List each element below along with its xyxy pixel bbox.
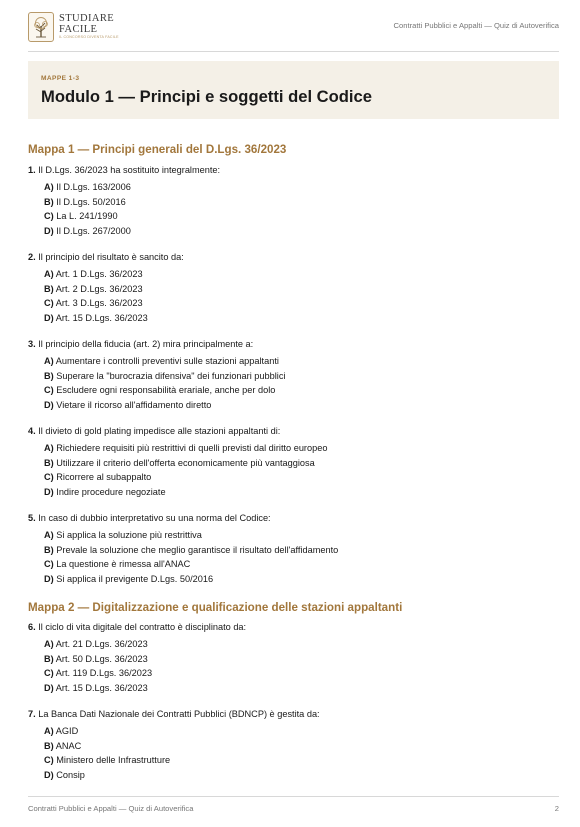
option-letter: C) xyxy=(44,472,54,482)
option-letter: D) xyxy=(44,682,54,693)
module-banner xyxy=(28,61,559,119)
answer-option xyxy=(28,724,559,739)
page-number: 2 xyxy=(554,804,559,813)
answer-option xyxy=(28,180,559,195)
question-number: 6. xyxy=(28,622,36,632)
answer-option xyxy=(28,267,559,282)
answer-option xyxy=(28,209,559,224)
option-text: Art. 50 D.Lgs. 36/2023 xyxy=(55,653,148,664)
question-text xyxy=(28,251,559,264)
option-letter: A) xyxy=(44,269,54,279)
answer-option xyxy=(28,195,559,210)
answer-option xyxy=(28,528,559,543)
question-text xyxy=(28,425,559,438)
answer-option xyxy=(28,681,559,696)
option-text: Prevale la soluzione che meglio garantisce il risultato dell'affidamento xyxy=(56,544,339,555)
answer-option xyxy=(28,572,559,587)
tree-logo-icon xyxy=(28,12,54,42)
answer-option xyxy=(28,441,559,456)
option-letter: B) xyxy=(44,544,54,555)
option-text: Art. 21 D.Lgs. 36/2023 xyxy=(55,639,148,649)
option-text: Ministero delle Infrastrutture xyxy=(56,755,171,765)
option-text: Art. 15 D.Lgs. 36/2023 xyxy=(55,312,148,323)
option-letter: C) xyxy=(44,385,54,395)
question-text xyxy=(28,621,559,634)
option-text: Si applica il previgente D.Lgs. 50/2016 xyxy=(56,573,214,584)
option-text: Utilizzare il criterio dell'offerta economicamente più vantaggiosa xyxy=(56,457,315,468)
option-text: Art. 3 D.Lgs. 36/2023 xyxy=(55,298,143,308)
option-text: AGID xyxy=(55,726,79,736)
answer-option xyxy=(28,224,559,239)
option-text: Il D.Lgs. 267/2000 xyxy=(56,225,131,236)
option-letter: D) xyxy=(44,573,54,584)
option-letter: A) xyxy=(44,356,54,366)
answer-option xyxy=(28,470,559,485)
question-text xyxy=(28,512,559,525)
option-letter: D) xyxy=(44,399,54,410)
option-text: Il D.Lgs. 163/2006 xyxy=(56,182,131,192)
module-code: MAPPE 1-3 xyxy=(41,75,80,82)
question-1 xyxy=(28,164,559,238)
option-letter: D) xyxy=(44,312,54,323)
question-text xyxy=(28,164,559,177)
answer-option xyxy=(28,282,559,297)
answer-option xyxy=(28,383,559,398)
section-title: Mappa 1 — Principi generali del D.Lgs. 36/2023 xyxy=(28,143,287,156)
quiz-content xyxy=(28,142,559,795)
question-6 xyxy=(28,621,559,695)
option-letter: C) xyxy=(44,211,54,221)
answer-option xyxy=(28,557,559,572)
question-number: 2. xyxy=(28,252,36,262)
answer-option xyxy=(28,768,559,783)
question-4 xyxy=(28,425,559,499)
answer-option xyxy=(28,311,559,326)
question-body: Il divieto di gold plating impedisce alle stazioni appaltanti di: xyxy=(38,426,281,436)
answer-option xyxy=(28,637,559,652)
question-number: 3. xyxy=(28,339,36,349)
option-letter: B) xyxy=(44,740,54,751)
option-text: Art. 15 D.Lgs. 36/2023 xyxy=(55,682,148,693)
option-text: Indire procedure negoziate xyxy=(56,486,166,497)
answer-option xyxy=(28,753,559,768)
logo xyxy=(28,12,119,42)
option-text: Il D.Lgs. 50/2016 xyxy=(56,196,126,207)
question-number: 4. xyxy=(28,426,36,436)
question-body: Il principio del risultato è sancito da: xyxy=(38,252,184,262)
option-text: Richiedere requisiti più restrittivi di quelli previsti dal diritto europeo xyxy=(56,443,328,453)
option-letter: B) xyxy=(44,370,54,381)
option-letter: D) xyxy=(44,225,54,236)
question-body: In caso di dubbio interpretativo su una norma del Codice: xyxy=(38,513,271,523)
question-3 xyxy=(28,338,559,412)
option-letter: B) xyxy=(44,283,54,294)
question-text xyxy=(28,338,559,351)
header-divider xyxy=(28,51,559,52)
option-letter: B) xyxy=(44,653,54,664)
question-7 xyxy=(28,708,559,782)
answer-option xyxy=(28,369,559,384)
answer-option xyxy=(28,456,559,471)
option-text: Art. 119 D.Lgs. 36/2023 xyxy=(55,668,153,678)
option-letter: C) xyxy=(44,755,54,765)
footer-title: Contratti Pubblici e Appalti — Quiz di Autoverifica xyxy=(28,804,194,813)
option-letter: D) xyxy=(44,486,54,497)
option-text: La L. 241/1990 xyxy=(56,211,118,221)
answer-option xyxy=(28,354,559,369)
question-number: 5. xyxy=(28,513,36,523)
running-head: Contratti Pubblici e Appalti — Quiz di Autoverifica xyxy=(393,21,559,30)
answer-option xyxy=(28,398,559,413)
question-body: Il ciclo di vita digitale del contratto è disciplinato da: xyxy=(38,622,247,632)
question-body: Il D.Lgs. 36/2023 ha sostituito integralmente: xyxy=(38,165,221,175)
page-header xyxy=(28,12,559,48)
option-text: Superare la "burocrazia difensiva" dei funzionari pubblici xyxy=(56,370,286,381)
option-text: Consip xyxy=(56,769,85,780)
option-letter: D) xyxy=(44,769,54,780)
logo-name-line-2: FACILE xyxy=(59,23,98,35)
answer-option xyxy=(28,485,559,500)
option-letter: C) xyxy=(44,668,54,678)
option-letter: A) xyxy=(44,530,54,540)
option-text: Art. 2 D.Lgs. 36/2023 xyxy=(55,283,143,294)
answer-option xyxy=(28,652,559,667)
section-title: Mappa 2 — Digitalizzazione e qualificazione delle stazioni appaltanti xyxy=(28,601,403,614)
question-5 xyxy=(28,512,559,586)
option-text: Aumentare i controlli preventivi sulle stazioni appaltanti xyxy=(55,356,279,366)
logo-name-line-1: STUDIARE xyxy=(59,13,115,25)
option-text: La questione è rimessa all'ANAC xyxy=(56,559,191,569)
answer-option xyxy=(28,543,559,558)
question-body: La Banca Dati Nazionale dei Contratti Pubblici (BDNCP) è gestita da: xyxy=(38,709,320,719)
answer-option xyxy=(28,739,559,754)
option-text: Escludere ogni responsabilità erariale, anche per dolo xyxy=(56,385,276,395)
footer-divider xyxy=(28,796,559,797)
option-letter: A) xyxy=(44,639,54,649)
question-2 xyxy=(28,251,559,325)
question-number: 7. xyxy=(28,709,36,719)
answer-option xyxy=(28,296,559,311)
module-title: Modulo 1 — Principi e soggetti del Codice xyxy=(41,87,372,106)
option-text: Si applica la soluzione più restrittiva xyxy=(56,530,202,540)
answer-option xyxy=(28,666,559,681)
option-letter: A) xyxy=(44,182,54,192)
question-text xyxy=(28,708,559,721)
option-letter: A) xyxy=(44,443,54,453)
option-letter: C) xyxy=(44,559,54,569)
option-letter: C) xyxy=(44,298,54,308)
option-text: Ricorrere al subappalto xyxy=(56,472,152,482)
option-letter: B) xyxy=(44,457,54,468)
option-letter: A) xyxy=(44,726,54,736)
option-text: Vietare il ricorso all'affidamento diretto xyxy=(56,399,212,410)
question-number: 1. xyxy=(28,165,36,175)
option-letter: B) xyxy=(44,196,54,207)
logo-tagline: IL CONCORSO DIVENTA FACILE xyxy=(59,35,119,40)
question-body: Il principio della fiducia (art. 2) mira principalmente a: xyxy=(38,339,254,349)
option-text: Art. 1 D.Lgs. 36/2023 xyxy=(55,269,143,279)
option-text: ANAC xyxy=(55,740,82,751)
